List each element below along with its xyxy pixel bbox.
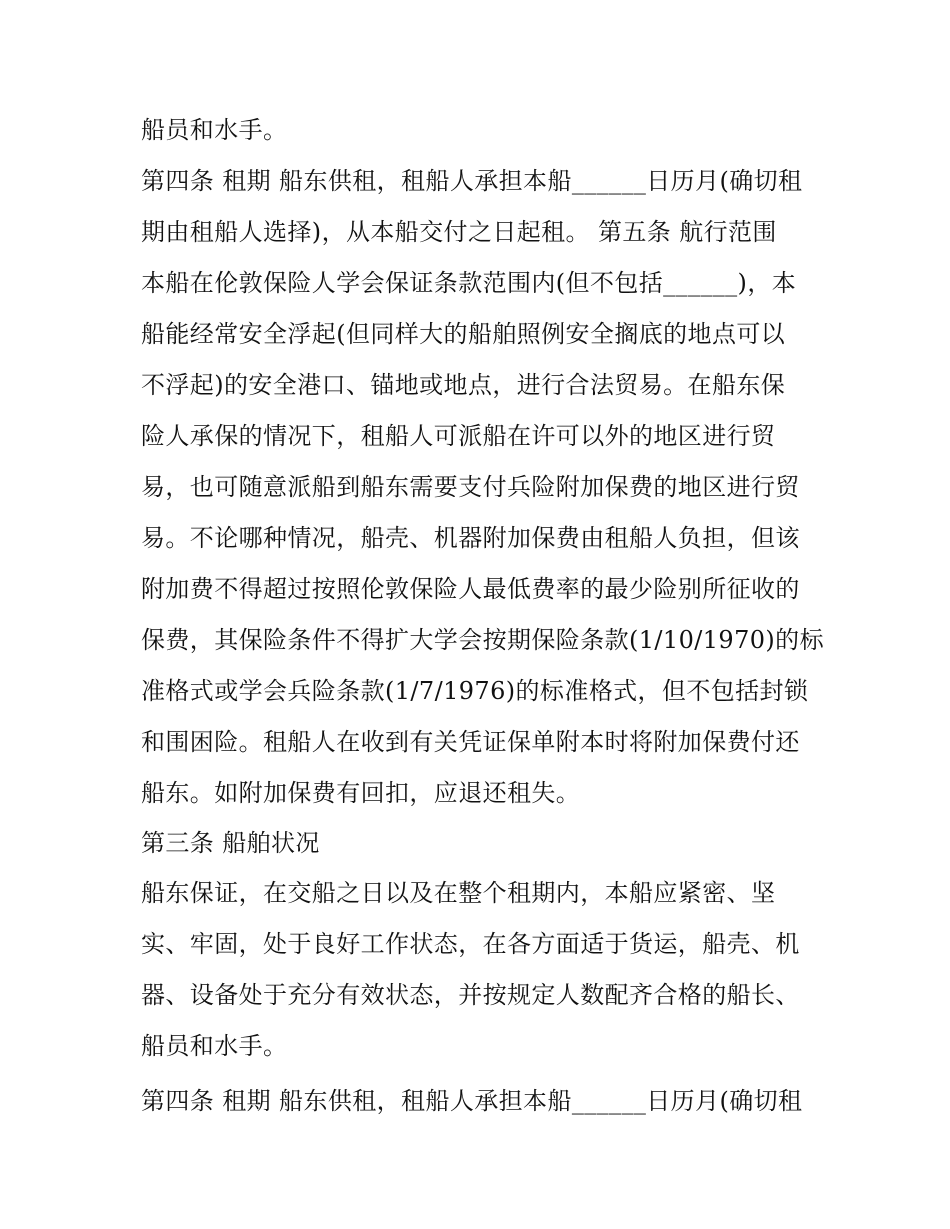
text-line: 不浮起)的安全港口、锚地或地点，进行合法贸易。在船东保	[141, 371, 786, 399]
text-line: 器、设备处于充分有效状态，并按规定人数配齐合格的船长、	[141, 981, 800, 1009]
text-line: 第四条 租期 船东供租，租船人承担本船______日历月(确切租	[141, 1087, 803, 1115]
text-line: 船员和水手。	[141, 116, 288, 144]
text-line: 船能经常安全浮起(但同样大的船舶照例安全搁底的地点可以	[141, 320, 786, 348]
text-line: 船东。如附加保费有回扣，应退还租失。	[141, 779, 581, 807]
text-line: 实、牢固，处于良好工作状态，在各方面适于货运，船壳、机	[141, 930, 800, 958]
text-line: 第四条 租期 船东供租，租船人承担本船______日历月(确切租	[141, 167, 803, 195]
document-body	[141, 108, 824, 1130]
text-line: 险人承保的情况下，租船人可派船在许可以外的地区进行贸	[141, 422, 776, 450]
text-line: 保费，其保险条件不得扩大学会按期保险条款(1/10/1970)的标	[141, 626, 824, 654]
text-line: 期由租船人选择)，从本船交付之日起租。 第五条 航行范围	[141, 218, 777, 246]
text-line: 和围困险。租船人在收到有关凭证保单附本时将附加保费付还	[141, 728, 800, 756]
text-line: 易。不论哪种情况，船壳、机器附加保费由租船人负担，但该	[141, 524, 800, 552]
text-line: 准格式或学会兵险条款(1/7/1976)的标准格式，但不包括封锁	[141, 677, 809, 705]
text-line: 易，也可随意派船到船东需要支付兵险附加保费的地区进行贸	[141, 473, 800, 501]
text-line: 船员和水手。	[141, 1032, 288, 1060]
text-line: 本船在伦敦保险人学会保证条款范围内(但不包括______)，本	[141, 269, 797, 297]
text-line: 船东保证，在交船之日以及在整个租期内，本船应紧密、坚	[141, 879, 776, 907]
section-heading: 第三条 船舶状况	[141, 829, 320, 857]
text-line: 附加费不得超过按照伦敦保险人最低费率的最少险别所征收的	[141, 575, 800, 603]
